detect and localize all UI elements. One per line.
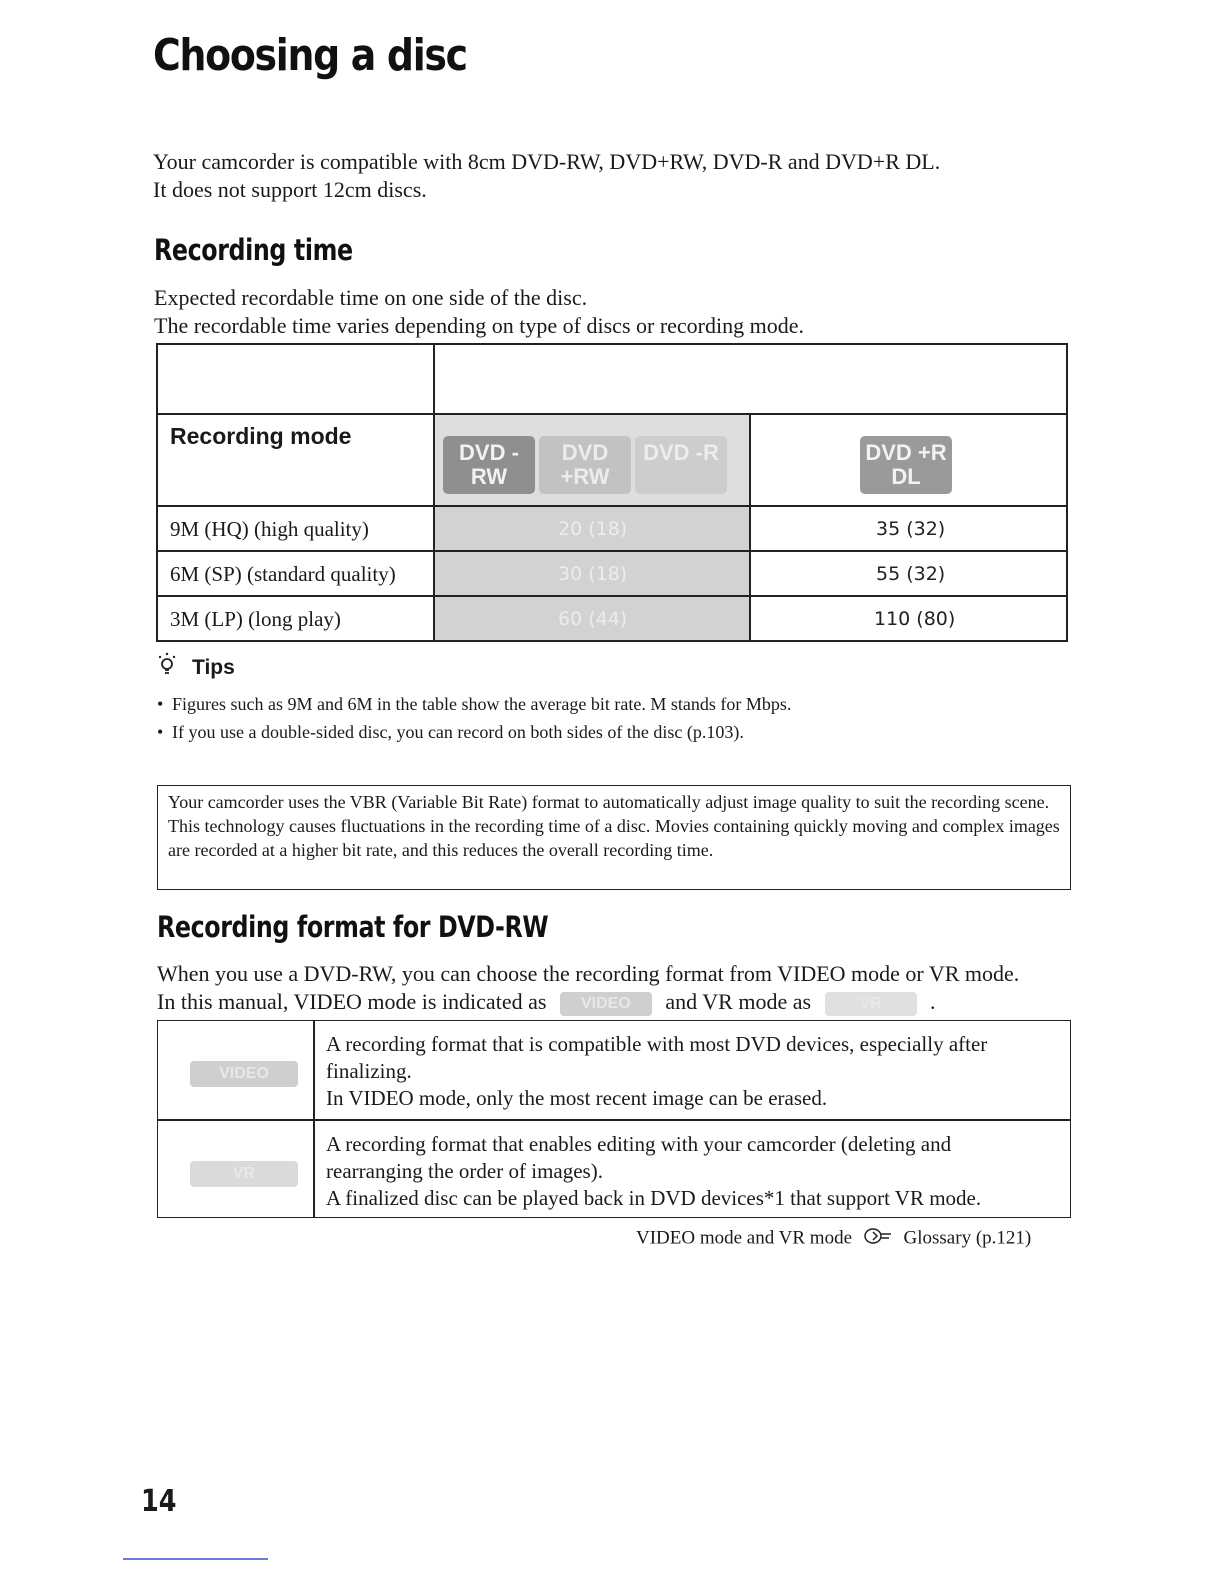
tips-list (156, 690, 791, 746)
time-dvd-rw-sp: 30 (18) (558, 563, 628, 585)
lightbulb-icon (156, 652, 178, 682)
glossary-reference-text: VIDEO mode and VR mode (636, 1227, 853, 1249)
tip-item: • Figures such as 9M and 6M in the table show the average bit rate. M stands for Mbps. (156, 690, 791, 718)
time-dvd-rw-hq: 20 (18) (558, 518, 628, 540)
dvd-plus-rw-badge: DVD +RW (539, 436, 631, 494)
glossary-reference (636, 1226, 1031, 1252)
description-line: finalizing. (326, 1059, 412, 1083)
description-part: and VR mode as (665, 989, 812, 1014)
page-number: 14 (141, 1484, 177, 1519)
tips-title: Tips (192, 656, 235, 679)
glossary-page-link[interactable]: Glossary (p.121) (903, 1227, 1032, 1249)
link-underline (123, 1558, 268, 1560)
tip-item: • If you use a double-sided disc, you can record on both sides of the disc (p.103). (156, 718, 791, 746)
dvd-r-badge: DVD -R (635, 436, 727, 494)
description-line: The recordable time varies depending on type of discs or recording mode. (154, 313, 804, 338)
mode-lp: 3M (LP) (long play) (170, 607, 341, 631)
description-part: In this manual, VIDEO mode is indicated as (157, 989, 547, 1014)
page-title: Choosing a disc (153, 30, 467, 81)
intro-paragraph (153, 148, 940, 204)
vr-mode-badge: VR (825, 992, 917, 1016)
mode-sp: 6M (SP) (standard quality) (170, 562, 396, 586)
recording-format-table (157, 1020, 1071, 1218)
description-line: A finalized disc can be played back in DVD devices*1 that support VR mode. (326, 1186, 982, 1210)
description-line: When you use a DVD-RW, you can choose the recording format from VIDEO mode or VR mode. (157, 961, 1020, 986)
time-dvd-rw-lp: 60 (44) (558, 608, 628, 630)
recording-time-description (154, 284, 804, 340)
recording-format-description (157, 960, 1019, 1016)
description-line: rearranging the order of images). (326, 1159, 603, 1183)
video-mode-description (326, 1031, 987, 1112)
dvd-rw-badge: DVD -RW (443, 436, 535, 494)
description-line (157, 988, 1019, 1016)
video-mode-badge: VIDEO (560, 992, 652, 1016)
time-dvd-r-dl-lp: 110 (80) (874, 608, 956, 630)
description-line: A recording format that enables editing with your camcorder (deleting and (326, 1132, 952, 1156)
time-dvd-r-dl-sp: 55 (32) (876, 563, 946, 585)
recording-mode-header: Recording mode (170, 423, 352, 449)
time-dvd-r-dl-hq: 35 (32) (876, 518, 946, 540)
dvd-plus-r-dl-badge: DVD +R DL (860, 436, 952, 494)
description-line: A recording format that is compatible with most DVD devices, especially after (326, 1032, 988, 1056)
recording-time-heading: Recording time (154, 233, 353, 267)
intro-line: It does not support 12cm discs. (153, 177, 427, 202)
description-part: . (930, 989, 936, 1014)
recording-format-heading: Recording format for DVD-RW (157, 910, 549, 944)
recording-time-table (156, 343, 1068, 642)
vr-mode-badge: VR (190, 1161, 298, 1187)
mode-hq: 9M (HQ) (high quality) (170, 517, 369, 541)
vbr-note-box: Your camcorder uses the VBR (Variable Bit Rate) format to automatically adjust image quality to suit the recording scene. This technology causes fluctuations in the recording time of a disc. Movies containing quickly moving and complex images are recorded at a higher bit rate, and this reduces the overall recording time. (157, 785, 1071, 890)
video-mode-badge: VIDEO (190, 1061, 298, 1087)
description-line: In VIDEO mode, only the most recent image can be erased. (326, 1086, 828, 1110)
reference-hand-icon (863, 1226, 893, 1252)
vr-mode-description (326, 1131, 981, 1212)
description-line: Expected recordable time on one side of the disc. (154, 285, 588, 310)
intro-line: Your camcorder is compatible with 8cm DVD-RW, DVD+RW, DVD-R and DVD+R DL. (153, 149, 941, 174)
